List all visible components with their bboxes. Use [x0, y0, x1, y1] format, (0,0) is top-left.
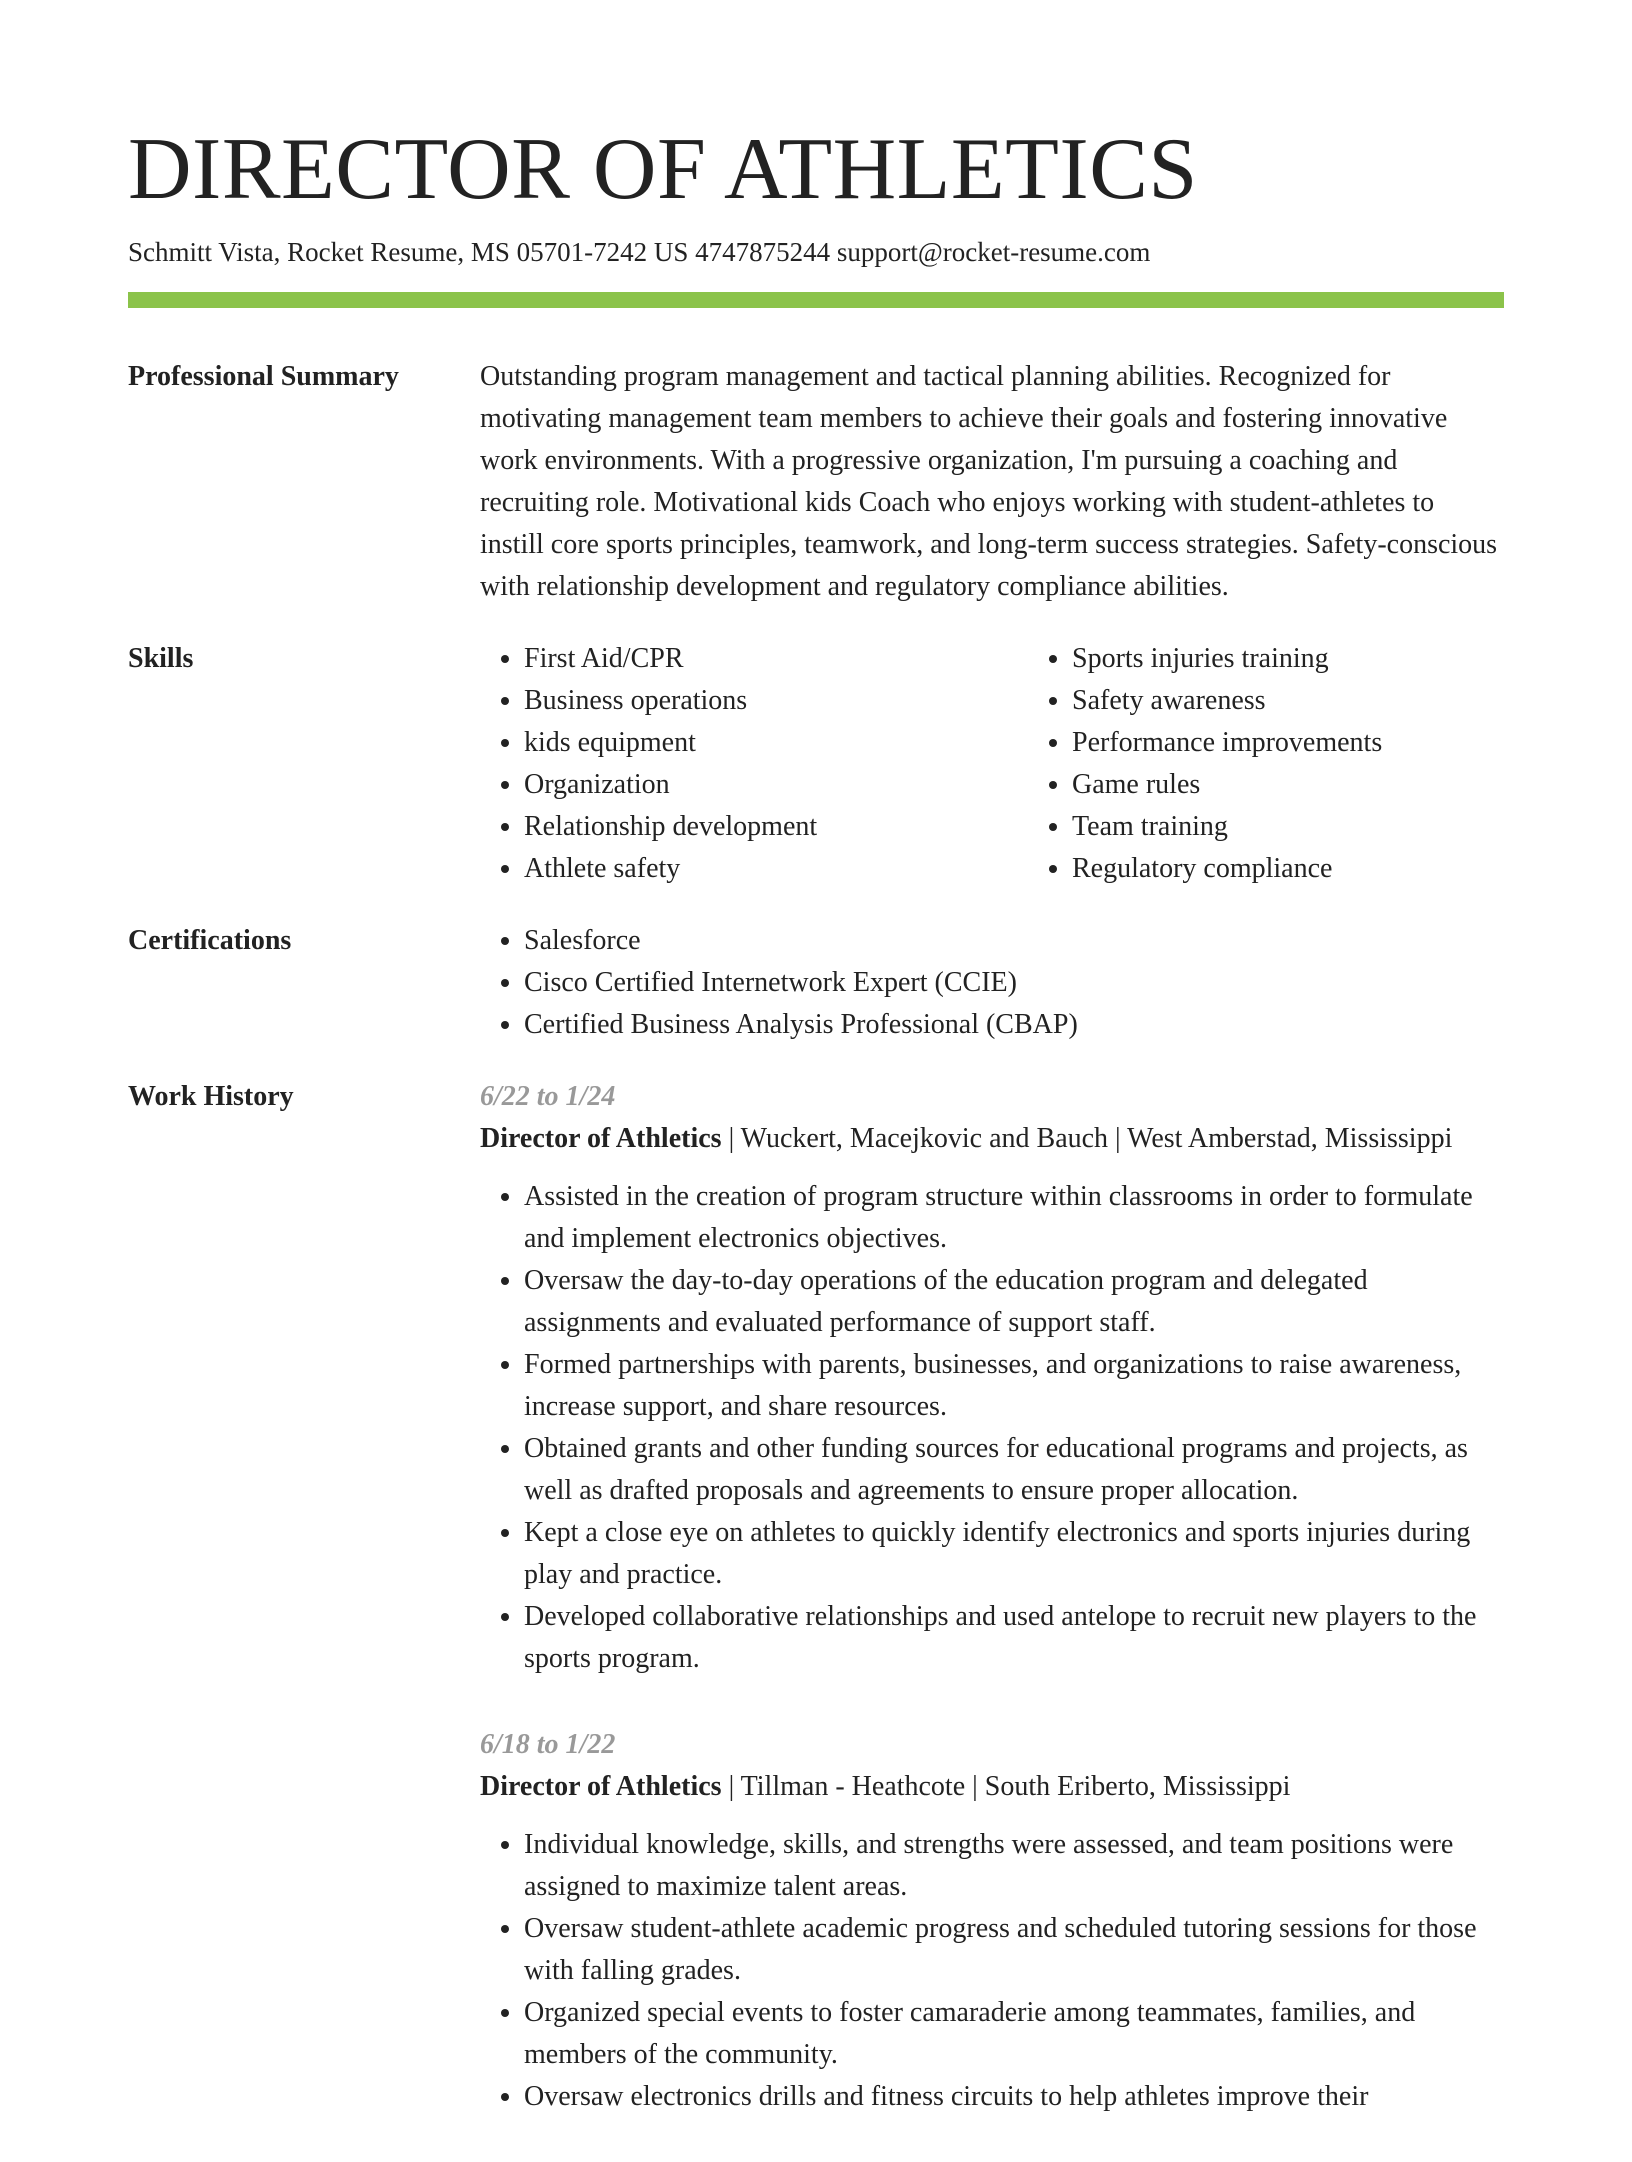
job-title: Director of Athletics [480, 1123, 722, 1154]
job-dates: 6/18 to 1/22 [480, 1729, 616, 1760]
job-bullet: • Developed collaborative relationships and used antelope to recruit new players to the sports program. [524, 1596, 1504, 1680]
summary-text: Outstanding program management and tactical planning abilities. Recognized for motivating management team members to achieve their goals and fostering innovative work environments. With a progressive organization, I'm pursuing a coaching and recruiting role. Motivational kids Coach who enjoys working with student-athletes to instill core sports principles, teamwork, and long-term success strategies. Safety-conscious with relationship development and regulatory compliance abilities. [480, 361, 1498, 602]
skill-item: • Performance improvements [1072, 722, 1576, 764]
contact-line: Schmitt Vista, Rocket Resume, MS 05701-7242 US 4747875244 support@rocket-resume.com [128, 237, 1151, 267]
skills-body [480, 638, 1576, 890]
work-history-heading: Work History [128, 1081, 294, 1112]
skill-item: • Team training [1072, 806, 1576, 848]
certifications-heading: Certifications [128, 925, 292, 956]
certifications-body [480, 920, 1504, 1046]
job-bullet: • Assisted in the creation of program structure within classrooms in order to formulate and implement electronics objectives. [524, 1176, 1504, 1260]
job-bullet: • Oversaw electronics drills and fitness circuits to help athletes improve their [524, 2076, 1504, 2118]
job-bullet: • Kept a close eye on athletes to quickly identify electronics and sports injuries during play and practice. [524, 1512, 1504, 1596]
job-bullets [480, 1824, 1504, 2118]
job-bullets [480, 1176, 1504, 1680]
skills-list-left [480, 638, 1028, 890]
job-bullet: • Oversaw the day-to-day operations of the education program and delegated assignments and evaluated performance of support staff. [524, 1260, 1504, 1344]
skills-list-right [1028, 638, 1576, 890]
job-header [480, 1118, 1504, 1160]
work-history-section [128, 1076, 1504, 2162]
summary-section [128, 356, 1504, 608]
job-details: | Tillman - Heathcote | South Eriberto, Mississippi [721, 1771, 1291, 1802]
job-dates: 6/22 to 1/24 [480, 1081, 616, 1112]
skill-item: • Regulatory compliance [1072, 848, 1576, 890]
certification-item: • Certified Business Analysis Professional (CBAP) [524, 1004, 1504, 1046]
skill-item: • Safety awareness [1072, 680, 1576, 722]
job-bullet: • Organized special events to foster camaraderie among teammates, families, and members of the community. [524, 1992, 1504, 2076]
job-bullet: • Obtained grants and other funding sources for educational programs and projects, as well as drafted proposals and agreements to ensure proper allocation. [524, 1428, 1504, 1512]
job-entry [480, 1724, 1504, 2118]
certifications-section [128, 920, 1504, 1046]
certification-item: • Cisco Certified Internetwork Expert (CCIE) [524, 962, 1504, 1004]
skill-item: • Organization [524, 764, 1028, 806]
certification-item: • Salesforce [524, 920, 1504, 962]
job-bullet: • Oversaw student-athlete academic progress and scheduled tutoring sessions for those with falling grades. [524, 1908, 1504, 1992]
job-header [480, 1766, 1504, 1808]
skills-heading: Skills [128, 643, 194, 674]
job-bullet: • Formed partnerships with parents, businesses, and organizations to raise awareness, increase support, and share resources. [524, 1344, 1504, 1428]
job-bullet: • Individual knowledge, skills, and strengths were assessed, and team positions were assigned to maximize talent areas. [524, 1824, 1504, 1908]
certifications-list [480, 920, 1504, 1046]
skill-item: • Game rules [1072, 764, 1576, 806]
resume-title: DIRECTOR OF ATHLETICS [128, 121, 1198, 218]
skill-item: • Athlete safety [524, 848, 1028, 890]
summary-body [480, 356, 1504, 608]
header-divider [128, 292, 1504, 308]
skill-item: • First Aid/CPR [524, 638, 1028, 680]
job-title: Director of Athletics [480, 1771, 722, 1802]
skill-item: • Sports injuries training [1072, 638, 1576, 680]
skills-section [128, 638, 1504, 890]
skill-item: • kids equipment [524, 722, 1028, 764]
skill-item: • Business operations [524, 680, 1028, 722]
work-history-body [480, 1076, 1504, 2162]
job-entry [480, 1076, 1504, 1680]
summary-heading: Professional Summary [128, 361, 399, 392]
skill-item: • Relationship development [524, 806, 1028, 848]
job-details: | Wuckert, Macejkovic and Bauch | West Amberstad, Mississippi [721, 1123, 1453, 1154]
